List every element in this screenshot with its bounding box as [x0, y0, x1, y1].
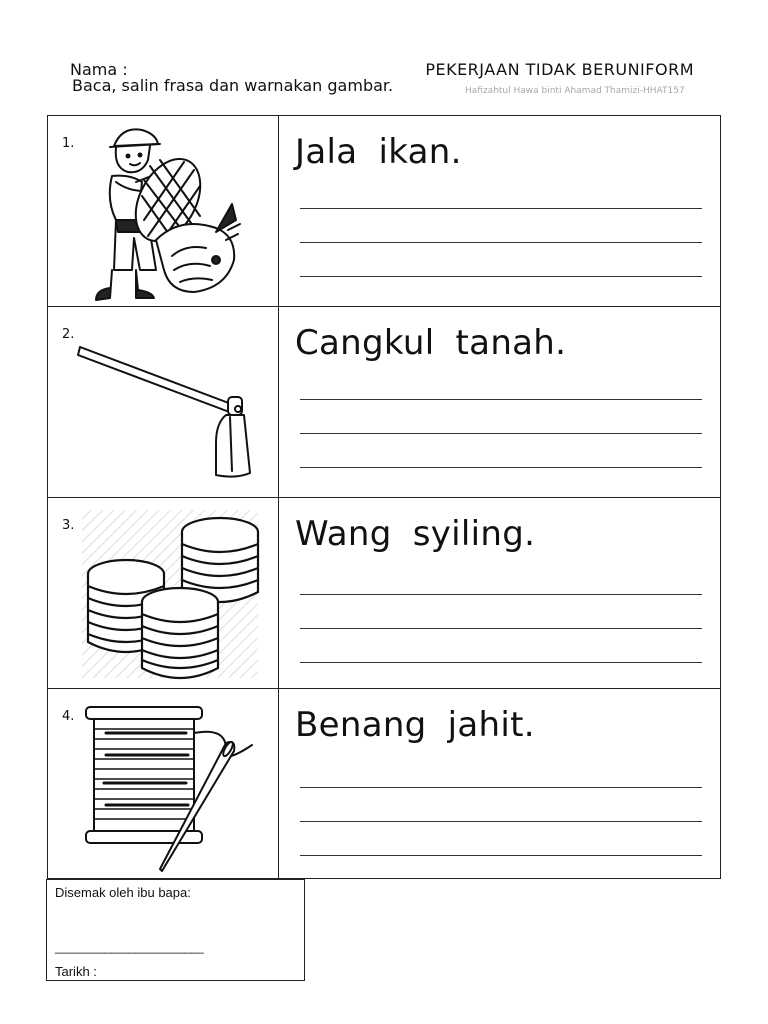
exercise-row-1 [48, 116, 720, 307]
phrase-text: Jala ikan. [295, 132, 462, 172]
fisherman-net-icon [76, 120, 266, 305]
phrase-text: Cangkul tanah. [295, 323, 567, 363]
writing-line[interactable] [300, 399, 702, 400]
signature-line[interactable]: ________________________ [55, 940, 204, 954]
name-label: Nama : [70, 60, 128, 79]
exercise-row-2 [48, 307, 720, 498]
coins-icon [76, 502, 266, 687]
picture-cell [48, 689, 279, 880]
writing-line[interactable] [300, 467, 702, 468]
exercise-table [47, 115, 721, 879]
writing-line[interactable] [300, 276, 702, 277]
writing-line[interactable] [300, 628, 702, 629]
item-number: 1. [62, 136, 75, 151]
reviewed-by-parent-label: Disemak oleh ibu bapa: [55, 885, 191, 900]
instruction-text: Baca, salin frasa dan warnakan gambar. [72, 76, 394, 95]
picture-cell [48, 116, 279, 306]
item-number: 4. [62, 709, 75, 724]
writing-line[interactable] [300, 594, 702, 595]
parent-review-box [46, 879, 305, 981]
phrase-text: Wang syiling. [295, 514, 536, 554]
picture-cell [48, 498, 279, 688]
thread-needle-icon [76, 693, 266, 878]
exercise-row-4 [48, 689, 720, 880]
picture-cell [48, 307, 279, 497]
item-number: 2. [62, 327, 75, 342]
writing-line[interactable] [300, 208, 702, 209]
writing-line[interactable] [300, 855, 702, 856]
writing-line[interactable] [300, 821, 702, 822]
exercise-row-3 [48, 498, 720, 689]
date-label: Tarikh : [55, 964, 97, 979]
hoe-icon [76, 311, 266, 496]
writing-line[interactable] [300, 787, 702, 788]
writing-line[interactable] [300, 433, 702, 434]
phrase-text: Benang jahit. [295, 705, 535, 745]
item-number: 3. [62, 518, 75, 533]
writing-line[interactable] [300, 662, 702, 663]
author-credit: Hafizahtul Hawa binti Ahamad Thamizi-HHAT157 [465, 86, 685, 96]
writing-line[interactable] [300, 242, 702, 243]
worksheet-title: PEKERJAAN TIDAK BERUNIFORM [425, 60, 694, 79]
